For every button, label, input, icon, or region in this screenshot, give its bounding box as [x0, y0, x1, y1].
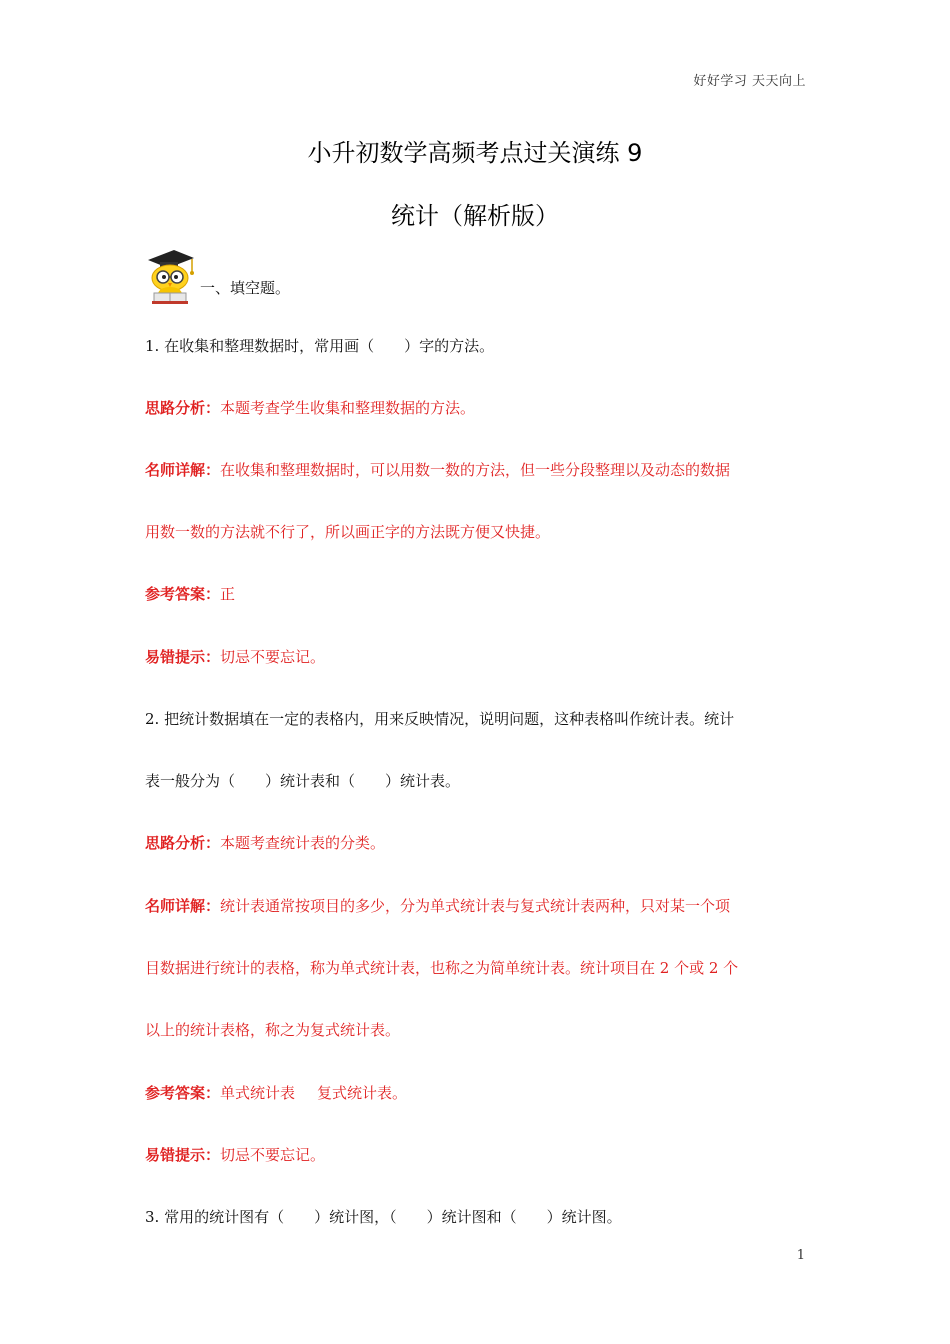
analysis-text: 本题考查统计表的分类。	[220, 834, 386, 852]
answer-text: 正	[220, 585, 236, 603]
answer-part2: 复式统计表。	[317, 1084, 408, 1102]
q1-detail	[145, 460, 809, 480]
q1-tip	[145, 647, 809, 667]
analysis-label: 思路分析：	[145, 399, 221, 417]
analysis-text: 本题考查学生收集和整理数据的方法。	[220, 399, 476, 417]
answer-label: 参考答案：	[145, 585, 221, 603]
detail-text-1: 统计表通常按项目的多少，分为单式统计表与复式统计表两种，只对某一个项	[220, 897, 731, 915]
q2-detail	[145, 896, 809, 916]
q2-question-line1: 2. 把统计数据填在一定的表格内，用来反映情况，说明问题，这种表格叫作统计表。统计	[145, 710, 735, 728]
q1-analysis	[145, 398, 809, 418]
tip-text: 切忌不要忘记。	[220, 648, 326, 666]
q2-answer	[145, 1083, 809, 1103]
page-title: 小升初数学高频考点过关演练 9	[307, 139, 643, 167]
graduate-owl-icon	[144, 248, 196, 304]
section-heading	[144, 248, 290, 304]
q2-analysis	[145, 833, 809, 853]
detail-label: 名师详解：	[145, 897, 221, 915]
analysis-label: 思路分析：	[145, 834, 221, 852]
detail-label: 名师详解：	[145, 461, 221, 479]
q2-question-line2: 表一般分为（ ）统计表和（ ）统计表。	[145, 772, 461, 790]
answer-label: 参考答案：	[145, 1084, 221, 1102]
q3-question: 3. 常用的统计图有（ ）统计图，（ ）统计图和（ ）统计图。	[145, 1208, 622, 1226]
q2-detail-line3: 以上的统计表格，称之为复式统计表。	[145, 1021, 401, 1039]
page-number: 1	[796, 1248, 805, 1263]
tip-label: 易错提示：	[145, 1146, 221, 1164]
answer-part1: 单式统计表	[220, 1084, 296, 1102]
header-motto: 好好学习 天天向上	[693, 74, 806, 89]
q1-answer	[145, 584, 809, 604]
section-label: 一、填空题。	[200, 279, 291, 297]
q2-tip	[145, 1145, 809, 1165]
tip-label: 易错提示：	[145, 648, 221, 666]
q2-detail-line2: 目数据进行统计的表格，称为单式统计表，也称之为简单统计表。统计项目在 2 个或 2 个	[145, 959, 739, 977]
tip-text: 切忌不要忘记。	[220, 1146, 326, 1164]
q1-detail-line2: 用数一数的方法就不行了，所以画正字的方法既方便又快捷。	[145, 523, 551, 541]
page-subtitle: 统计（解析版）	[391, 202, 559, 230]
q1-question: 1. 在收集和整理数据时，常用画（ ）字的方法。	[145, 337, 495, 355]
detail-text-1: 在收集和整理数据时，可以用数一数的方法，但一些分段整理以及动态的数据	[220, 461, 731, 479]
